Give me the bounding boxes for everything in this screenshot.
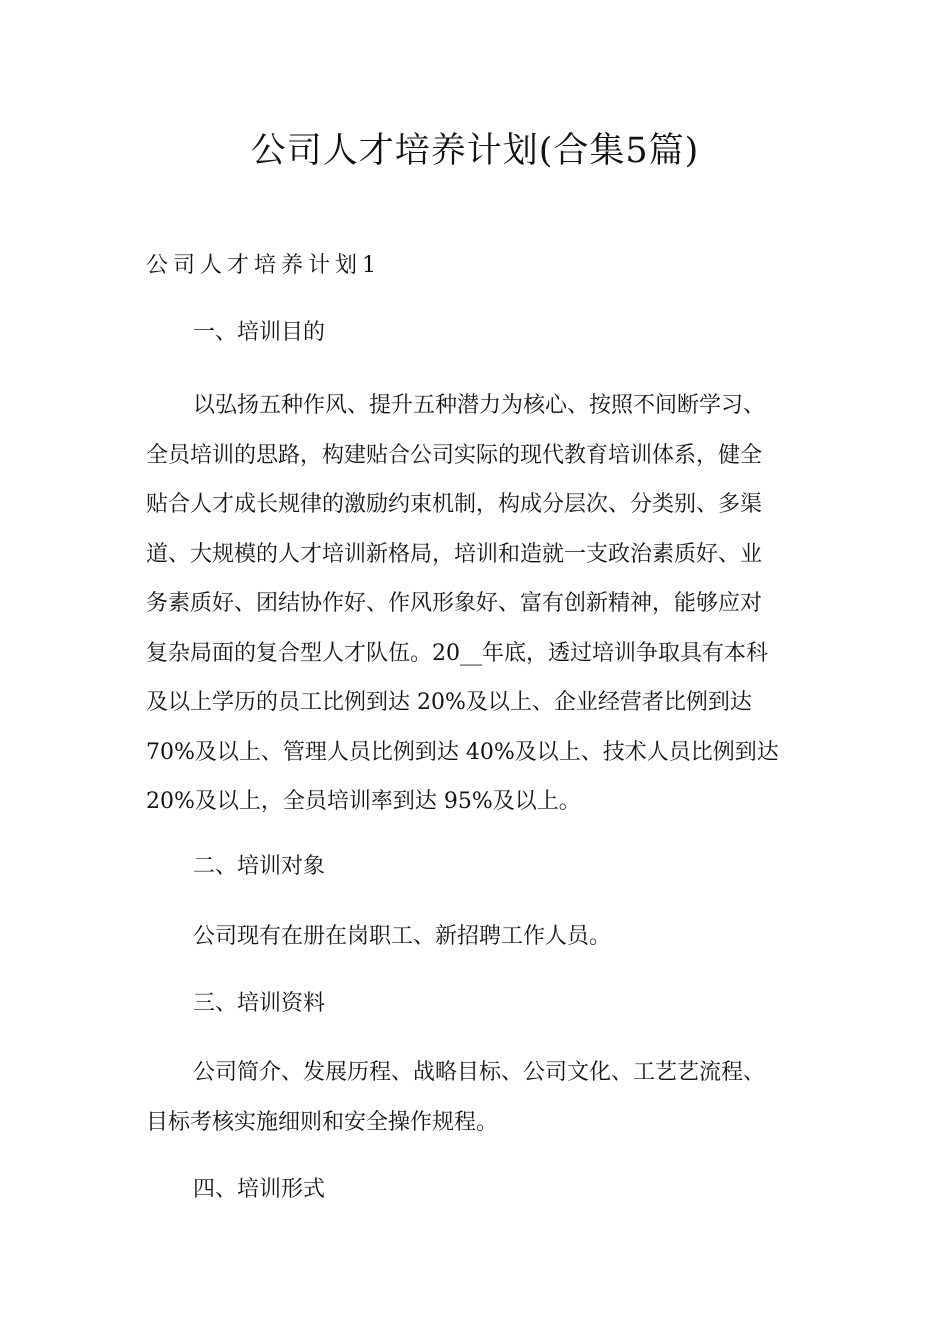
paragraph-line: 20%及以上，全员培训率到达 95%及以上。 [146,789,581,814]
heading-training-target: 二、培训对象 [193,854,326,879]
paragraph-line: 公司简介、发展历程、战略目标、公司文化、工艺艺流程、 [193,1060,766,1085]
paragraph-line: 道、大规模的人才培训新格局，培训和造就一支政治素质好、业 [146,541,763,567]
paragraph-line: 全员培训的思路，构建贴合公司实际的现代教育培训体系，健全 [146,442,763,468]
paragraph-line: 公司现有在册在岗职工、新招聘工作人员。 [193,924,612,949]
paragraph-training-target [146,912,806,962]
paragraph-line: 务素质好、团结协作好、作风形象好、富有创新精神，能够应对 [146,591,763,616]
paragraph-line: 及以上学历的员工比例到达 20%及以上、企业经营者比例到达 [146,690,752,715]
heading-training-format: 四、培训形式 [193,1177,326,1202]
paragraph-line: 目标考核实施细则和安全操作规程。 [146,1109,499,1135]
paragraph-line: 以弘扬五种作风、提升五种潜力为核心、按照不间断学习、 [193,393,766,418]
paragraph-line: 贴合人才成长规律的激励约束机制，构成分层次、分类别、多渠 [146,492,763,517]
paragraph-training-purpose [146,381,806,827]
paragraph-line: 复杂局面的复合型人才队伍。20__年底，透过培训争取具有本科 [146,640,768,666]
paragraph-line: 70%及以上、管理人员比例到达 40%及以上、技术人员比例到达 [146,739,779,765]
document-title: 公司人才培养计划(合集5篇) [250,131,700,171]
section-title: 公司人才培养计划1 [146,253,381,278]
heading-training-materials: 三、培训资料 [193,991,326,1016]
heading-training-purpose: 一、培训目的 [193,320,326,345]
paragraph-training-materials [146,1048,806,1147]
